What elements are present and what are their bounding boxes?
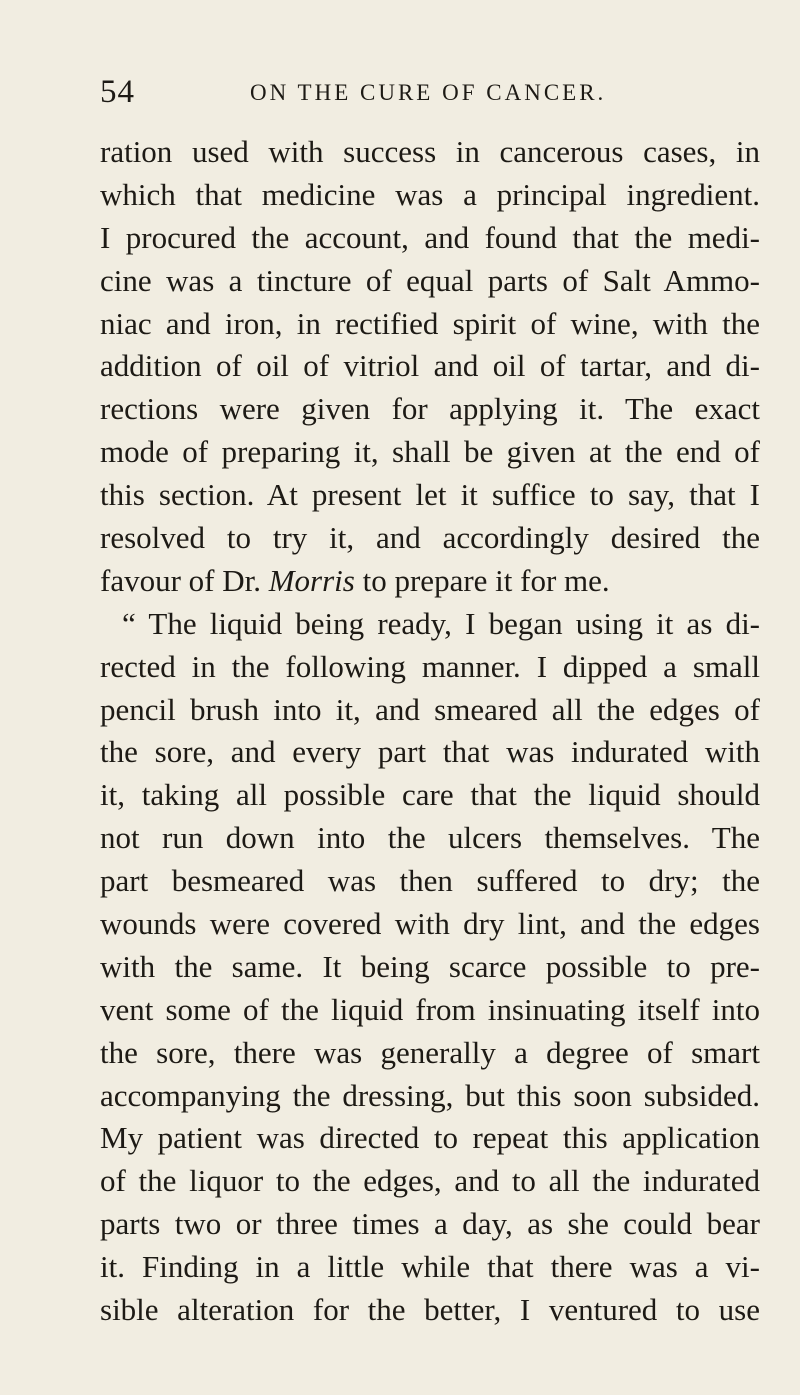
text-line	[100, 560, 760, 603]
text-line: sible alteration for the better, I ventured to use	[100, 1292, 760, 1328]
page-header	[100, 74, 750, 114]
text-line: mode of preparing it, shall be given at the end of	[100, 434, 760, 470]
text-segment: favour of Dr.	[100, 562, 269, 598]
text-line: with the same. It being scarce possible to pre-	[100, 948, 760, 984]
text-line: it, taking all possible care that the liquid should	[100, 777, 760, 813]
text-line: not run down into the ulcers themselves. The	[100, 820, 760, 856]
text-line: resolved to try it, and accordingly desired the	[100, 520, 760, 556]
italic-name: Morris	[268, 562, 355, 598]
text-line: the sore, and every part that was indurated with	[100, 734, 760, 770]
text-line: part besmeared was then suffered to dry; the	[100, 863, 760, 899]
text-line: addition of oil of vitriol and oil of tartar, and di-	[100, 348, 760, 384]
text-line: ration used with success in cancerous cases, in	[100, 134, 760, 169]
text-line: the sore, there was generally a degree of smart	[100, 1034, 760, 1070]
text-line: it. Finding in a little while that there was a vi-	[100, 1249, 760, 1285]
text-line: cine was a tincture of equal parts of Salt Ammo-	[100, 262, 760, 298]
running-head: ON THE CURE OF CANCER.	[250, 80, 607, 105]
text-line: this section. At present let it suffice to say, that I	[100, 477, 760, 513]
text-line: rected in the following manner. I dipped a small	[100, 648, 760, 684]
text-line: “ The liquid being ready, I began using it as di-	[122, 605, 760, 641]
text-line: I procured the account, and found that the medi-	[100, 219, 760, 255]
text-line: niac and iron, in rectified spirit of wine, with the	[100, 305, 760, 341]
text-line: vent some of the liquid from insinuating itself into	[100, 991, 760, 1027]
text-line: rections were given for applying it. The exact	[100, 391, 760, 427]
text-line: accompanying the dressing, but this soon subsided.	[100, 1077, 760, 1113]
text-line: of the liquor to the edges, and to all the indurated	[100, 1163, 760, 1199]
text-line: pencil brush into it, and smeared all the edges of	[100, 691, 760, 727]
text-line: My patient was directed to repeat this application	[100, 1120, 760, 1156]
page-number: 54	[100, 74, 135, 110]
text-segment: to prepare it for me.	[354, 562, 610, 598]
text-line: parts two or three times a day, as she could bear	[100, 1206, 760, 1242]
text-line: wounds were covered with dry lint, and the edges	[100, 906, 760, 942]
body-text	[100, 131, 760, 1332]
text-line: which that medicine was a principal ingredient.	[100, 176, 760, 212]
